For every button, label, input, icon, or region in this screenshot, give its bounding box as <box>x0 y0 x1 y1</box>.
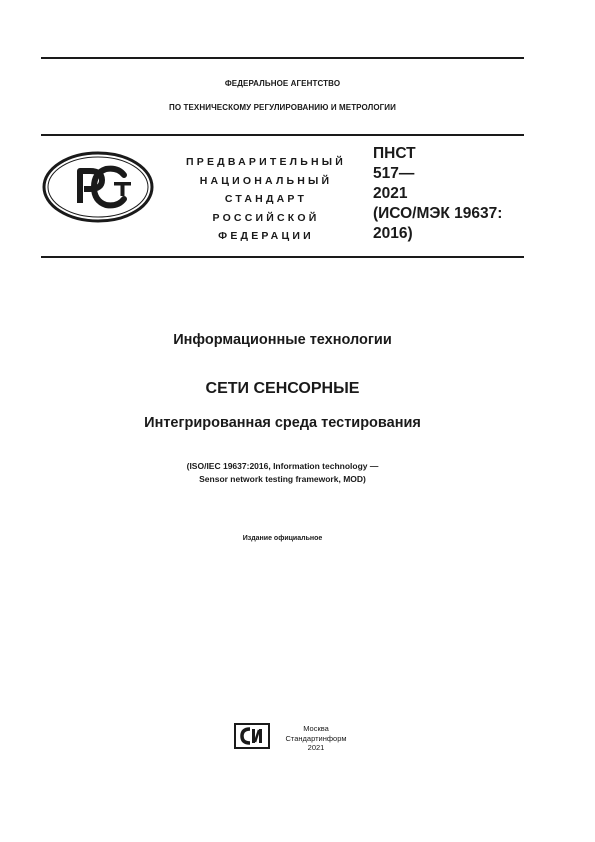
title-general: Информационные технологии <box>173 332 392 348</box>
original-line-2: Sensor network testing framework, MOD) <box>199 474 366 484</box>
standard-type-line: ПРЕДВАРИТЕЛЬНЫЙ <box>186 156 346 168</box>
title-sub: Интегрированная среда тестирования <box>144 415 421 431</box>
gost-r-logo <box>42 151 154 223</box>
standard-type <box>160 153 372 246</box>
agency-line-1: ФЕДЕРАЛЬНОЕ АГЕНТСТВО <box>224 79 341 88</box>
original-line-1: (ISO/IEC 19637:2016, Information technology — <box>186 461 379 471</box>
standard-number-line: ПНСТ <box>373 145 416 162</box>
standard-type-line: РОССИЙСКОЙ <box>212 211 320 224</box>
title-main: СЕТИ СЕНСОРНЫЕ <box>205 380 360 397</box>
header-rule-top <box>41 134 524 136</box>
top-rule <box>41 57 524 59</box>
publisher-city: Москва <box>303 724 329 733</box>
standard-number <box>373 144 533 244</box>
publisher-year: 2021 <box>307 743 325 752</box>
standard-type-line: ФЕДЕРАЦИИ <box>218 230 314 242</box>
standard-number-line: 517— <box>373 165 415 182</box>
publisher-info <box>276 724 356 753</box>
standard-type-line: СТАНДАРТ <box>224 193 308 205</box>
original-standard-reference <box>41 460 524 486</box>
publisher-name: Стандартинформ <box>285 733 347 743</box>
standard-number-line: 2021 <box>373 185 408 202</box>
standartinform-logo <box>234 723 270 749</box>
standard-number-line: (ИСО/МЭК 19637: <box>373 205 503 222</box>
standard-type-line: НАЦИОНАЛЬНЫЙ <box>199 174 333 187</box>
agency-line-2: ПО ТЕХНИЧЕСКОМУ РЕГУЛИРОВАНИЮ И МЕТРОЛОГИИ <box>168 103 397 112</box>
standard-number-line: 2016) <box>373 225 413 242</box>
header-rule-bottom <box>41 256 524 258</box>
edition-label: Издание официальное <box>242 535 323 542</box>
